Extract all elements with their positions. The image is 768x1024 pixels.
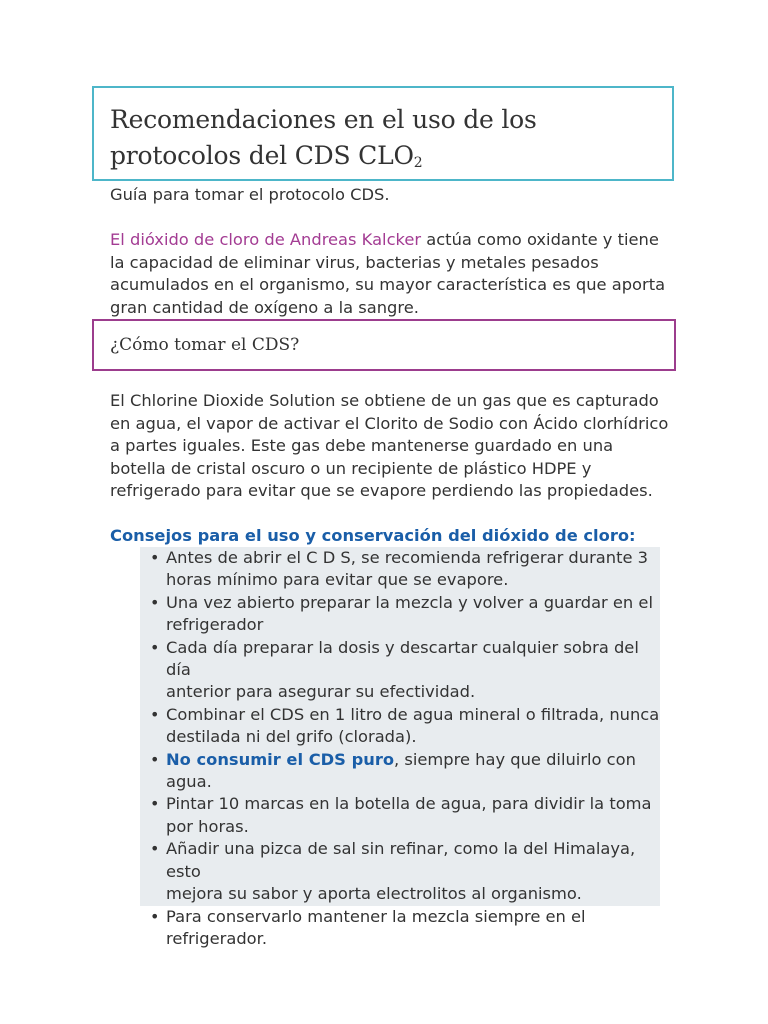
- tip-line1: Para conservarlo mantener la mezcla siempre en el: [166, 906, 586, 926]
- bullet-icon: •: [150, 794, 160, 814]
- bullet-icon: •: [150, 592, 160, 612]
- tip-emphasis: No consumir el CDS puro: [166, 749, 395, 769]
- intro-rest: actúa como oxidante y tiene la capacidad de eliminar virus, bacterias y metales pesados acumulados en el organismo, su mayor característica es que aporta gran cantidad de oxígeno a la sangre.: [110, 230, 666, 317]
- list-item: [150, 592, 660, 637]
- tips-list: [140, 547, 660, 948]
- title-subscript: 2: [413, 155, 423, 171]
- list-item: [150, 793, 660, 838]
- list-item: [150, 704, 660, 749]
- tip-line1: Añadir una pizca de sal sin refinar, como la del Himalaya, esto: [166, 839, 636, 881]
- bullet-icon: •: [150, 548, 160, 567]
- tip-line2: anterior para asegurar su efectividad.: [166, 682, 476, 702]
- bullet-icon: •: [150, 749, 160, 769]
- tip-line2: refrigerador: [166, 615, 264, 635]
- page-title: [110, 102, 656, 178]
- description-paragraph: El Chlorine Dioxide Solution se obtiene de un gas que es capturado en agua, el vapor de activar el Clorito de Sodio con Ácido clorhídrico a partes iguales. Este gas debe mantenerse guardado en una botella de cristal oscuro o un recipiente de plástico HDPE y refrigerado para evitar que se evapore perdiendo las propiedades.: [110, 391, 669, 500]
- list-item: [150, 547, 660, 592]
- tip-line1: Antes de abrir el C D S, se recomienda refrigerar durante 3: [166, 548, 649, 567]
- bullet-icon: •: [150, 704, 160, 724]
- tip-line2: por horas.: [166, 816, 249, 836]
- tip-line2: mejora su sabor y aporta electrolitos al organismo.: [166, 884, 582, 904]
- intro-paragraph: [110, 229, 670, 319]
- tip-line1: , siempre hay que diluirlo con: [394, 749, 636, 769]
- tip-line1: Cada día preparar la dosis y descartar cualquier sobra del día: [166, 637, 639, 680]
- bullet-icon: •: [150, 839, 160, 859]
- page-title-line1: Recomendaciones en el uso de los: [110, 105, 537, 134]
- bullet-icon: •: [150, 906, 160, 926]
- tip-line1: Una vez abierto preparar la mezcla y volver a guardar en el: [166, 592, 653, 612]
- section-heading: ¿Cómo tomar el CDS?: [110, 335, 300, 355]
- kalcker-link[interactable]: El dióxido de cloro de Andreas Kalcker: [110, 230, 422, 249]
- section-box: [92, 319, 676, 371]
- tip-line2: agua.: [166, 772, 212, 792]
- tip-line2: refrigerador.: [166, 928, 267, 948]
- tips-title: Consejos para el uso y conservación del dióxido de cloro:: [110, 526, 636, 545]
- guide-text: Guía para tomar el protocolo CDS.: [110, 185, 390, 204]
- title-box: [92, 86, 674, 181]
- page-title-line2: protocolos del CDS CLO: [110, 141, 414, 170]
- tip-line1: Pintar 10 marcas en la botella de agua, para dividir la toma: [166, 794, 652, 814]
- list-item: [150, 906, 660, 951]
- tip-line1: Combinar el CDS en 1 litro de agua mineral o filtrada, nunca: [166, 704, 660, 724]
- list-item: [150, 637, 660, 704]
- tip-line2: destilada ni del grifo (clorada).: [166, 727, 417, 747]
- list-item: [150, 749, 660, 794]
- bullet-icon: •: [150, 637, 160, 657]
- list-item: [150, 838, 660, 905]
- tip-line2: horas mínimo para evitar que se evapore.: [166, 570, 509, 590]
